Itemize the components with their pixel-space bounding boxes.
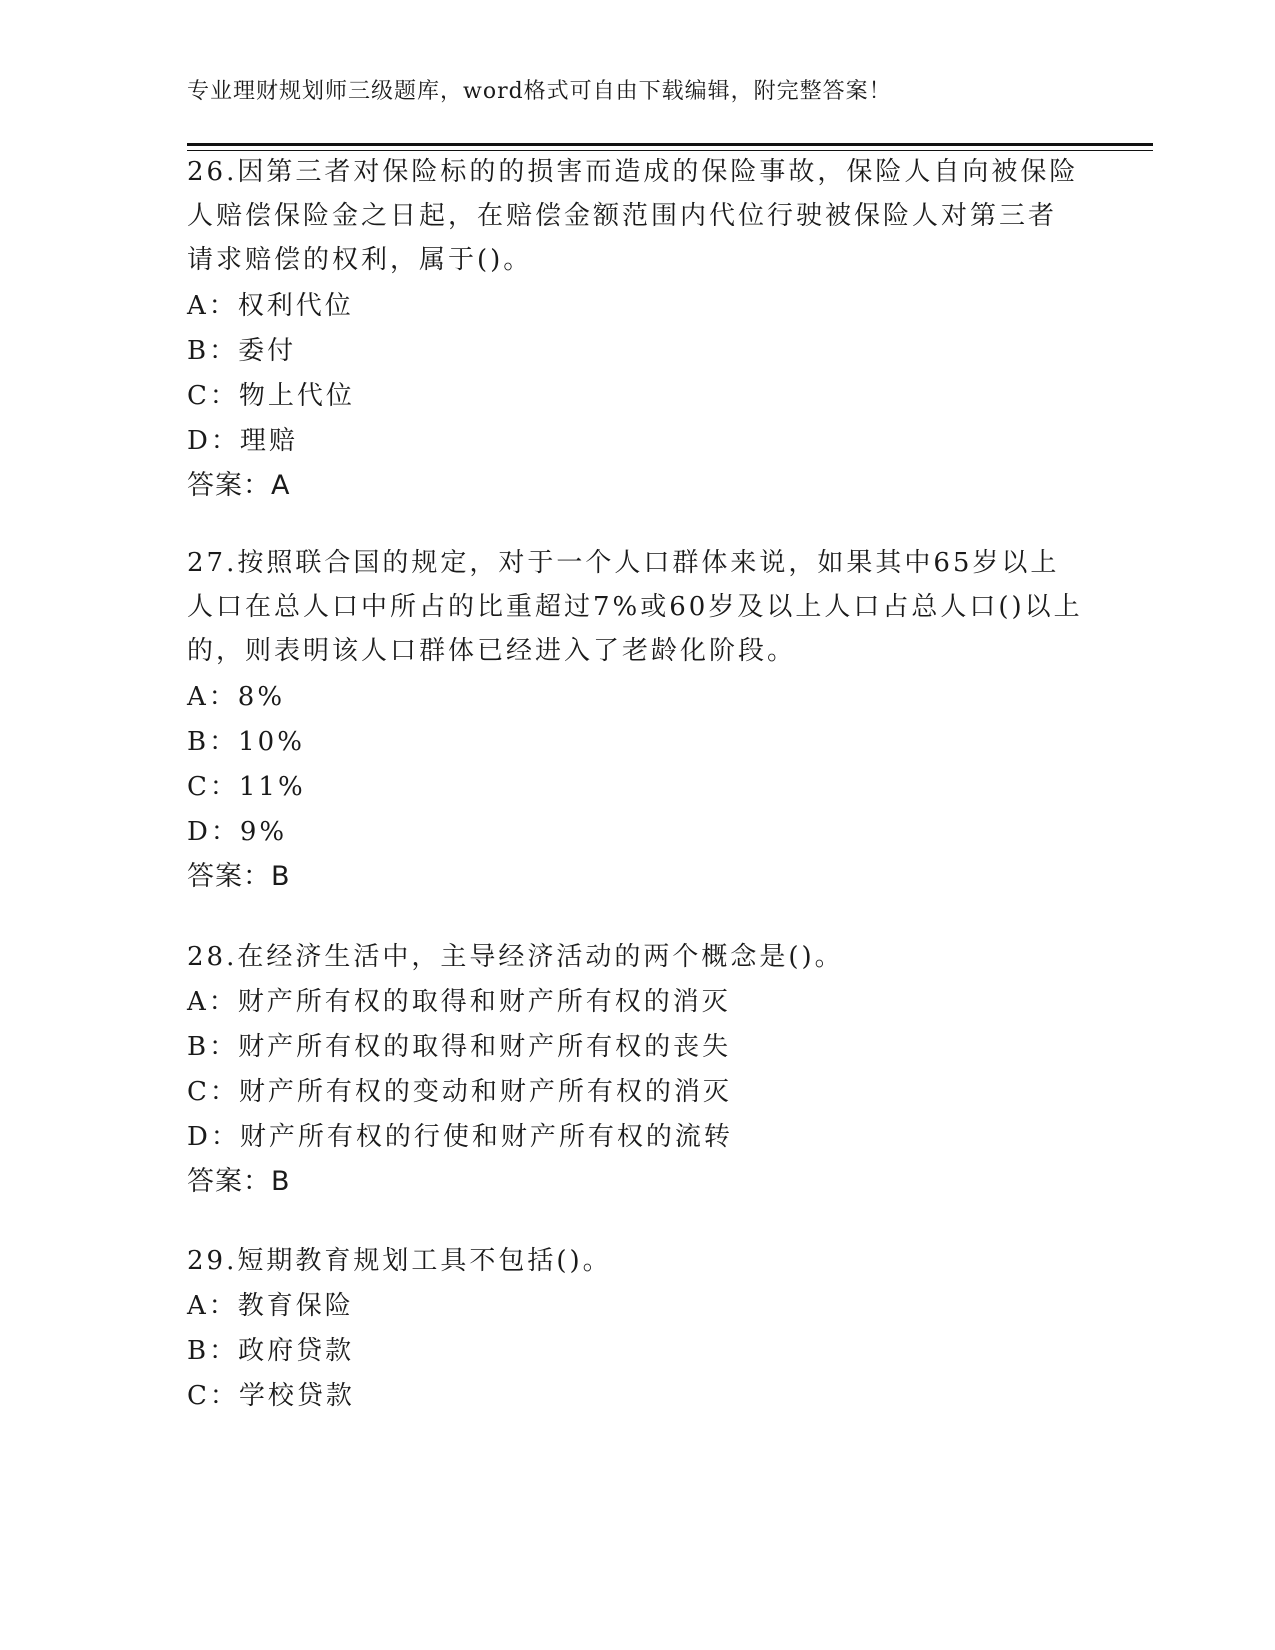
question-29: [187, 1239, 612, 1419]
question-28: [187, 935, 844, 1205]
option-c: C：学校贷款: [187, 1381, 355, 1411]
question-text-line: 的，则表明该人口群体已经进入了老龄化阶段。: [187, 636, 797, 666]
option-c: C：财产所有权的变动和财产所有权的消灭: [187, 1077, 732, 1107]
option-b: B：政府贷款: [187, 1336, 355, 1366]
option-b: B：10%: [187, 727, 305, 757]
header-rule-thick: [187, 143, 1153, 146]
option-a: A：8%: [187, 682, 286, 712]
option-a: A：教育保险: [187, 1291, 354, 1321]
option-d: D：财产所有权的行使和财产所有权的流转: [187, 1122, 733, 1152]
answer: 答案：B: [187, 1166, 291, 1197]
option-b: B：财产所有权的取得和财产所有权的丧失: [187, 1032, 732, 1062]
question-text-line: 人赔偿保险金之日起，在赔偿金额范围内代位行驶被保险人对第三者: [187, 201, 1058, 231]
question-text-line: 26.因第三者对保险标的的损害而造成的保险事故，保险人自向被保险: [187, 157, 1079, 187]
option-a: A：权利代位: [187, 291, 354, 321]
option-c: C：物上代位: [187, 381, 355, 411]
question-text-line: 人口在总人口中所占的比重超过7%或60岁及以上人口占总人口()以上: [187, 592, 1083, 622]
option-a: A：财产所有权的取得和财产所有权的消灭: [187, 987, 731, 1017]
option-d: D：9%: [187, 817, 288, 847]
question-27: [187, 541, 1083, 900]
answer: 答案：A: [187, 470, 291, 501]
option-c: C：11%: [187, 772, 306, 802]
page-header: 专业理财规划师三级题库，word格式可自由下载编辑，附完整答案！: [187, 79, 892, 104]
question-text-line: 27.按照联合国的规定，对于一个人口群体来说，如果其中65岁以上: [187, 548, 1060, 578]
option-b: B：委付: [187, 336, 297, 366]
question-text-line: 29.短期教育规划工具不包括()。: [187, 1246, 612, 1276]
option-d: D：理赔: [187, 426, 298, 456]
question-text-line: 28.在经济生活中，主导经济活动的两个概念是()。: [187, 942, 844, 972]
question-text-line: 请求赔偿的权利，属于()。: [187, 245, 533, 275]
question-26: [187, 150, 1078, 509]
answer: 答案：B: [187, 861, 291, 892]
